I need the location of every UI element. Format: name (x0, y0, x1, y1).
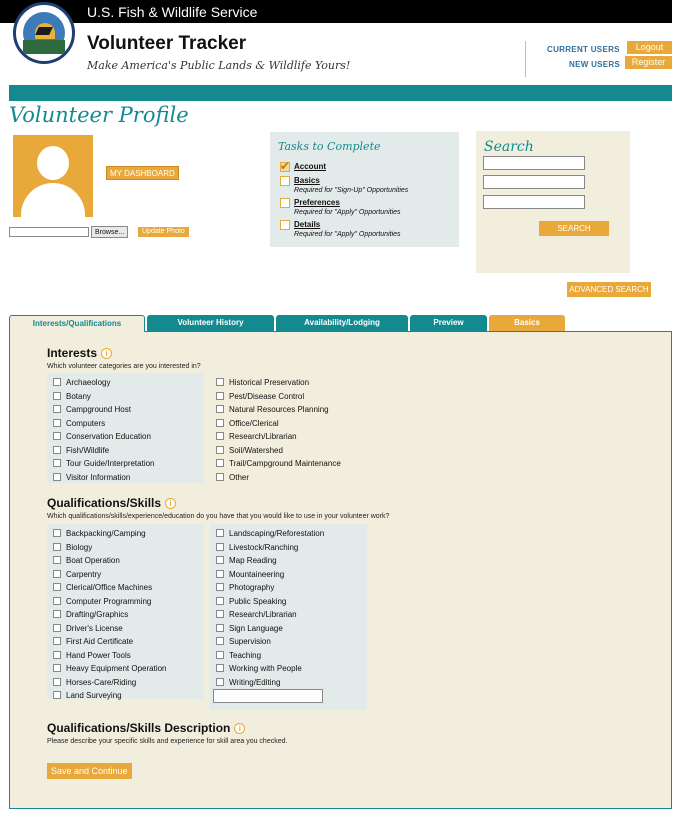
avatar (13, 135, 93, 217)
checkbox-item[interactable] (53, 663, 203, 675)
interests-description: Which volunteer categories are you interested in? (47, 363, 201, 370)
checkbox-label: Teaching (229, 650, 262, 660)
checkbox[interactable] (216, 529, 224, 537)
checkbox-label: Trail/Campground Maintenance (229, 459, 341, 468)
logout-button[interactable]: Logout (627, 41, 672, 54)
checkbox-label: Research/Librarian (229, 432, 297, 441)
checkbox-label: First Aid Certificate (66, 637, 134, 646)
checkbox-label: Computer Programming (66, 596, 152, 606)
checkbox[interactable] (216, 446, 224, 454)
checkbox[interactable] (216, 392, 224, 400)
tasks-title: Tasks to Complete (278, 140, 381, 153)
search-input-3[interactable] (483, 195, 585, 209)
avatar-body-icon (21, 183, 85, 217)
checkbox-label: Clerical/Office Machines (66, 583, 153, 592)
search-input-1[interactable] (483, 156, 585, 170)
info-icon[interactable]: i (101, 348, 112, 359)
checkbox[interactable] (53, 459, 61, 467)
checkbox[interactable] (216, 556, 224, 564)
page-title: Volunteer Profile (9, 103, 189, 127)
checkbox-item[interactable] (216, 650, 366, 662)
checkbox-item[interactable] (53, 391, 203, 403)
checkbox[interactable] (53, 392, 61, 400)
task-label[interactable]: Details (294, 220, 321, 229)
skills-description-title-text: Qualifications/Skills Description (47, 721, 231, 735)
search-input-2[interactable] (483, 175, 585, 189)
info-icon[interactable]: i (165, 498, 176, 509)
checkbox[interactable] (53, 570, 61, 578)
checkbox[interactable] (216, 610, 224, 618)
checkbox-item[interactable] (216, 458, 366, 470)
tab-volunteer-history[interactable]: Volunteer History (147, 315, 274, 331)
interests-panel (9, 331, 672, 809)
checkbox[interactable] (53, 583, 61, 591)
checkbox-label: Botany (66, 391, 91, 401)
checkbox-label: Soil/Watershed (229, 445, 283, 455)
browse-button[interactable]: Browse... (91, 226, 128, 238)
checkbox-item[interactable] (216, 404, 366, 416)
checkbox-label: Hand Power Tools (66, 650, 131, 660)
checkbox[interactable] (216, 624, 224, 632)
checkbox-label: Visitor Information (66, 472, 131, 482)
checkbox-item[interactable] (216, 582, 366, 594)
logo-emblem (23, 12, 65, 54)
checkbox[interactable] (216, 419, 224, 427)
checkbox-item[interactable] (216, 431, 366, 443)
checkbox-item[interactable] (53, 677, 203, 689)
checkbox[interactable] (216, 570, 224, 578)
checkbox-label: Fish/Wildlife (66, 445, 110, 455)
search-title: Search (484, 139, 534, 155)
checkbox[interactable] (53, 556, 61, 564)
task-note: Required for "Apply" Opportunities (294, 209, 401, 216)
checkbox-label: Heavy Equipment Operation (66, 664, 167, 673)
checkbox[interactable] (216, 651, 224, 659)
checkbox-label: Campground Host (66, 405, 131, 414)
checkmark-icon: ✔ (280, 159, 291, 173)
checkbox-item[interactable] (53, 623, 203, 635)
checkbox[interactable] (216, 583, 224, 591)
checkbox[interactable] (53, 529, 61, 537)
tab-preview[interactable]: Preview (410, 315, 487, 331)
checkbox[interactable] (216, 473, 224, 481)
task-note: Required for "Sign-Up" Opportunities (294, 187, 409, 194)
checkbox-item[interactable] (53, 445, 203, 457)
task-checkbox (280, 198, 290, 208)
register-button[interactable]: Register (625, 56, 672, 69)
interests-col1 (47, 373, 204, 483)
info-icon[interactable]: i (234, 723, 245, 734)
checkbox-label: Computers (66, 418, 106, 428)
checkbox[interactable] (53, 691, 61, 699)
interests-title (47, 346, 112, 360)
checkbox-item[interactable] (216, 445, 366, 457)
checkbox[interactable] (216, 597, 224, 605)
checkbox-label: Historical Preservation (229, 378, 310, 387)
tab-interests-qualifications[interactable]: Interests/Qualifications (9, 315, 145, 332)
agency-name: U.S. Fish & Wildlife Service (87, 4, 258, 20)
skills-description-text: Please describe your specific skills and experience for skill area you checked. (47, 738, 288, 745)
checkbox[interactable] (53, 543, 61, 551)
checkbox-label: Tour Guide/Interpretation (66, 459, 155, 468)
checkbox-label: Carpentry (66, 569, 102, 579)
checkbox-label: Research/Librarian (229, 610, 297, 619)
checkbox[interactable] (216, 664, 224, 672)
my-dashboard-button[interactable]: MY DASHBOARD (106, 166, 179, 180)
avatar-head-icon (37, 146, 69, 180)
task-checkbox (280, 176, 290, 186)
nav-bar (9, 85, 672, 101)
checkbox-item[interactable] (216, 418, 366, 430)
checkbox[interactable] (216, 432, 224, 440)
checkbox-item[interactable] (53, 690, 203, 702)
checkbox[interactable] (216, 459, 224, 467)
checkbox-item[interactable] (216, 636, 366, 648)
skills-col2 (210, 524, 367, 710)
checkbox[interactable] (53, 664, 61, 672)
checkbox-item[interactable] (53, 582, 203, 594)
checkbox-item[interactable] (53, 569, 203, 581)
logo-hill (23, 40, 65, 54)
checkbox-item[interactable] (53, 404, 203, 416)
header-divider (525, 41, 526, 77)
checkbox[interactable] (216, 378, 224, 386)
current-users-label: CURRENT USERS (547, 45, 620, 54)
checkbox-item[interactable] (53, 636, 203, 648)
checkbox-label: Pest/Disease Control (229, 391, 305, 401)
right-edge (681, 0, 691, 817)
checkbox-item[interactable] (53, 650, 203, 662)
checkbox-item[interactable] (216, 528, 366, 540)
checkbox-item[interactable] (216, 391, 366, 403)
task-note: Required for "Apply" Opportunities (294, 231, 401, 238)
checkbox-item[interactable] (216, 542, 366, 554)
skills-description-title (47, 721, 245, 735)
checkbox-item[interactable] (53, 555, 203, 567)
checkbox[interactable] (53, 637, 61, 645)
advanced-search-button[interactable]: ADVANCED SEARCH (567, 282, 651, 297)
checkbox-item[interactable] (53, 596, 203, 608)
checkbox-label: Writing/Editing (229, 677, 281, 687)
checkbox[interactable] (216, 678, 224, 686)
checkbox[interactable] (216, 405, 224, 413)
checkbox-label: Photography (229, 583, 275, 592)
skills-description: Which qualifications/skills/experience/education do you have that you would like to use in your volunteer work? (47, 513, 390, 520)
skills-title (47, 496, 176, 510)
checkbox-item[interactable] (53, 542, 203, 554)
tasks-panel (270, 132, 459, 247)
checkbox-item[interactable] (53, 377, 203, 389)
checkbox-label: Other (229, 472, 250, 482)
interests-title-text: Interests (47, 346, 98, 360)
task-label[interactable]: Account (294, 162, 326, 171)
photo-file-input[interactable] (9, 227, 89, 237)
agency-logo[interactable] (13, 2, 75, 64)
search-panel (476, 131, 630, 273)
checkbox-item[interactable] (216, 555, 366, 567)
top-bar (0, 0, 672, 23)
checkbox-label: Public Speaking (229, 596, 287, 606)
checkbox-item[interactable] (53, 528, 203, 540)
checkbox[interactable] (216, 543, 224, 551)
checkbox[interactable] (53, 651, 61, 659)
checkbox[interactable] (53, 678, 61, 686)
checkbox-item[interactable] (216, 609, 366, 621)
checkbox[interactable] (53, 446, 61, 454)
checkbox-label: Drafting/Graphics (66, 610, 129, 619)
checkbox[interactable] (53, 610, 61, 618)
checkbox-label: Natural Resources Planning (229, 405, 329, 414)
checkbox-item[interactable] (216, 623, 366, 635)
skills-title-text: Qualifications/Skills (47, 496, 162, 510)
checkbox-item[interactable] (216, 569, 366, 581)
skills-col1 (47, 524, 204, 699)
skills-other-input[interactable] (213, 689, 323, 703)
checkbox-label: Map Reading (229, 556, 277, 565)
checkbox-label: Archaeology (66, 378, 111, 387)
tagline: Make America's Public Lands & Wildlife Yours! (87, 59, 351, 72)
checkbox-item[interactable] (53, 418, 203, 430)
tab-availability-lodging[interactable]: Availability/Lodging (276, 315, 408, 331)
checkbox-label: Working with People (229, 664, 302, 673)
checkbox-label: Office/Clerical (229, 418, 279, 428)
checkbox-item[interactable] (53, 609, 203, 621)
checkbox[interactable] (53, 405, 61, 413)
task-checkbox (280, 220, 290, 230)
app-title: Volunteer Tracker (87, 33, 247, 54)
checkbox[interactable] (216, 637, 224, 645)
checkbox-item[interactable] (216, 596, 366, 608)
checkbox-label: Landscaping/Reforestation (229, 529, 325, 538)
checkbox-item[interactable] (216, 663, 366, 675)
checkbox-label: Supervision (229, 637, 271, 646)
task-label[interactable]: Basics (294, 176, 320, 185)
checkbox-item[interactable] (216, 472, 366, 484)
checkbox-item[interactable] (53, 458, 203, 470)
checkbox-label: Mountaineering (229, 569, 285, 579)
checkbox[interactable] (53, 378, 61, 386)
save-and-continue-button[interactable]: Save and Continue (47, 763, 132, 779)
checkbox-item[interactable] (53, 431, 203, 443)
checkbox-label: Biology (66, 542, 93, 552)
checkbox[interactable] (53, 432, 61, 440)
update-photo-button[interactable]: Update Photo (138, 227, 189, 237)
checkbox-label: Horses-Care/Riding (66, 677, 137, 687)
checkbox-item[interactable] (216, 377, 366, 389)
interests-col2 (210, 373, 367, 483)
checkbox[interactable] (53, 597, 61, 605)
checkbox[interactable] (53, 419, 61, 427)
checkbox-label: Livestock/Ranching (229, 542, 299, 552)
search-button[interactable]: SEARCH (539, 221, 609, 236)
checkbox-label: Sign Language (229, 623, 283, 633)
checkbox-item[interactable] (53, 472, 203, 484)
checkbox-label: Land Surveying (66, 691, 122, 700)
task-label[interactable]: Preferences (294, 198, 340, 207)
checkbox-label: Backpacking/Camping (66, 529, 146, 538)
new-users-label: NEW USERS (569, 60, 621, 69)
checkbox-label: Conservation Education (66, 432, 151, 441)
checkbox-label: Boat Operation (66, 556, 120, 565)
tab-basics[interactable]: Basics (489, 315, 565, 331)
checkbox-item[interactable] (216, 677, 366, 689)
checkbox-label: Driver's License (66, 623, 123, 633)
checkbox[interactable] (53, 473, 61, 481)
checkbox[interactable] (53, 624, 61, 632)
